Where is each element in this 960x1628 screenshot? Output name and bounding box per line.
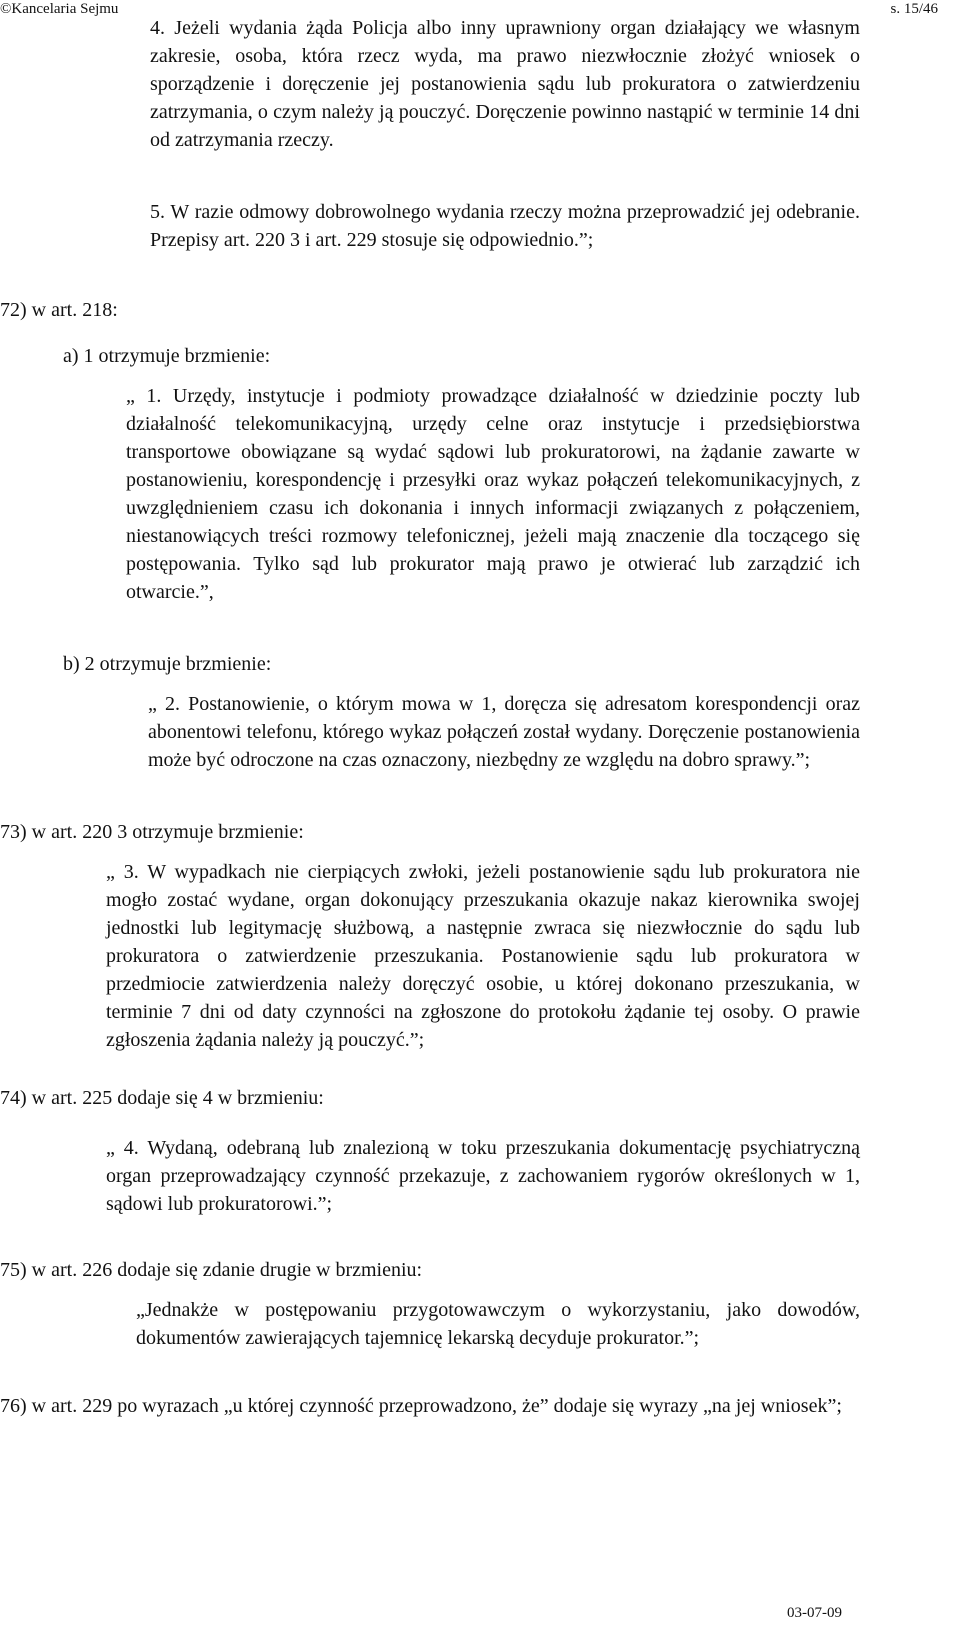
- item-74-heading: 74) w art. 225 dodaje się 4 w brzmieniu:: [0, 1087, 324, 1109]
- header-page-number: s. 15/46: [890, 1, 938, 17]
- header-publisher: ©Kancelaria Sejmu: [0, 1, 119, 17]
- item-76-text: 76) w art. 229 po wyrazach „u której czynność przeprowadzono, że” dodaje się wyrazy „na jej wniosek”;: [0, 1395, 842, 1417]
- footer-date: 03-07-09: [787, 1605, 842, 1621]
- quote-paragraph-3: „ 3. W wypadkach nie cierpiących zwłoki, jeżeli postanowienie sądu lub prokuratora nie mogło zostać wydane, organ dokonujący przeszukania okazuje nakaz kierownika swojej jednostki lub legitymację służbową, a następnie zwraca się niezwłocznie do sądu lub prokuratora o zatwierdzenie przeszukania. Postanowienie sądu lub prokuratora w przedmiocie zatwierdzenia należy doręczyć osobie, u której dokonano przeszukania, w terminie 7 dni od daty czynności na zgłoszone do protokołu żądanie tej osoby. O prawie zgłoszenia żądania należy ją pouczyć.”;: [106, 861, 860, 1051]
- item-72-heading: 72) w art. 218:: [0, 299, 118, 321]
- item-72b-heading: b) 2 otrzymuje brzmienie:: [63, 653, 272, 675]
- item-75-heading: 75) w art. 226 dodaje się zdanie drugie w brzmieniu:: [0, 1259, 423, 1281]
- quote-paragraph-5: „Jednakże w postępowaniu przygotowawczym o wykorzystaniu, jako dowodów, dokumentów zawierających tajemnicę lekarską decyduje prokurator.”;: [136, 1299, 860, 1349]
- item-73-heading: 73) w art. 220 3 otrzymuje brzmienie:: [0, 821, 304, 843]
- paragraph-4: 4. Jeżeli wydania żąda Policja albo inny uprawniony organ działający we własnym zakresie, osoba, która rzecz wyda, ma prawo niezwłocznie złożyć wniosek o sporządzenie i doręczenie jej postanowienia sądu lub prokuratora o zatwierdzeniu zatrzymania, o czym należy ją pouczyć. Doręczenie powinno nastąpić w terminie 14 dni od zatrzymania rzeczy.: [150, 17, 860, 151]
- quote-paragraph-1: „ 1. Urzędy, instytucje i podmioty prowadzące działalność w dziedzinie poczty lub działalność telekomunikacyjną, urzędy celne oraz instytucje i przedsiębiorstwa transportowe obowiązane są wydać sądowi lub prokuratorowi, na żądanie zawarte w postanowieniu, korespondencję i przesyłki oraz wykaz połączeń telekomunikacyjnych, z uwzględnieniem czasu ich dokonania i innych informacji związanych z połączeniem, niestanowiących treści rozmowy telefonicznej, jeżeli mają znaczenie dla toczącego się postępowania. Tylko sąd lub prokurator mają prawo je otwierać lub zarządzić ich otwarcie.”,: [126, 385, 860, 603]
- quote-paragraph-2: „ 2. Postanowienie, o którym mowa w 1, doręcza się adresatom korespondencji oraz abonentowi telefonu, którego wykaz połączeń został wydany. Doręczenie postanowienia może być odroczone na czas oznaczony, niezbędny ze względu na dobro sprawy.”;: [148, 693, 860, 771]
- paragraph-5: 5. W razie odmowy dobrowolnego wydania rzeczy można przeprowadzić jej odebranie. Przepisy art. 220 3 i art. 229 stosuje się odpowiednio.”;: [150, 201, 860, 251]
- item-72a-heading: a) 1 otrzymuje brzmienie:: [63, 345, 271, 367]
- quote-paragraph-4: „ 4. Wydaną, odebraną lub znalezioną w toku przeszukania dokumentację psychiatryczną organ przeprowadzający czynność przekazuje, z zachowaniem rygorów określonych w 1, sądowi lub prokuratorowi.”;: [106, 1137, 860, 1215]
